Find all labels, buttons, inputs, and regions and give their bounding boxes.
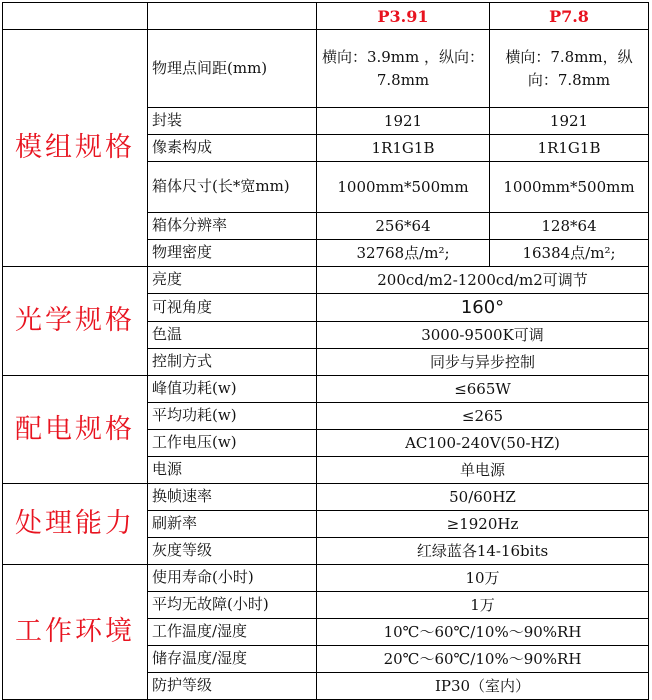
spec-value: 同步与异步控制 (317, 349, 649, 376)
header-row (3, 3, 649, 30)
spec-label: 使用寿命(小时) (148, 565, 317, 592)
section-title-processing: 处理能力 (3, 484, 148, 565)
spec-value-p78: 横向：7.8mm，纵向：7.8mm (490, 30, 649, 108)
spec-label: 像素构成 (148, 135, 317, 162)
table-row (3, 565, 649, 592)
header-blank-cell (3, 3, 148, 30)
spec-value: 单电源 (317, 457, 649, 484)
spec-value-p391: 256*64 (317, 213, 490, 240)
header-label-cell (148, 3, 317, 30)
spec-value-p391: 横向：3.9mm ，纵向：7.8mm (317, 30, 490, 108)
table-row (3, 484, 649, 511)
spec-label: 平均功耗(w) (148, 403, 317, 430)
spec-value: IP30（室内） (317, 673, 649, 700)
spec-label: 储存温度/湿度 (148, 646, 317, 673)
spec-value-p78: 1921 (490, 108, 649, 135)
spec-label: 物理点间距(mm) (148, 30, 317, 108)
spec-value-p78: 1000mm*500mm (490, 162, 649, 213)
spec-label: 峰值功耗(w) (148, 376, 317, 403)
spec-value-p391: 1R1G1B (317, 135, 490, 162)
spec-label: 物理密度 (148, 240, 317, 267)
section-title-environment: 工作环境 (3, 565, 148, 700)
spec-label: 封装 (148, 108, 317, 135)
spec-value: 10万 (317, 565, 649, 592)
spec-label: 色温 (148, 322, 317, 349)
table-row (3, 376, 649, 403)
spec-value: 红绿蓝各14-16bits (317, 538, 649, 565)
spec-value: 160° (317, 294, 649, 322)
spec-label: 平均无故障(小时) (148, 592, 317, 619)
spec-value-p78: 1R1G1B (490, 135, 649, 162)
spec-label: 可视角度 (148, 294, 317, 322)
section-title-optical: 光学规格 (3, 267, 148, 376)
spec-label: 控制方式 (148, 349, 317, 376)
spec-label: 换帧速率 (148, 484, 317, 511)
spec-value-p391: 1000mm*500mm (317, 162, 490, 213)
spec-value: ≥1920Hz (317, 511, 649, 538)
spec-value-p78: 16384点/m²; (490, 240, 649, 267)
spec-label: 电源 (148, 457, 317, 484)
spec-value: AC100-240V(50-HZ) (317, 430, 649, 457)
spec-label: 工作温度/湿度 (148, 619, 317, 646)
spec-label: 箱体尺寸(长*宽mm) (148, 162, 317, 213)
spec-table (2, 2, 649, 700)
spec-value: 20℃～60℃/10%～90%RH (317, 646, 649, 673)
table-row (3, 30, 649, 108)
spec-value-p391: 1921 (317, 108, 490, 135)
model-p391-header: P3.91 (317, 3, 490, 30)
spec-label: 工作电压(w) (148, 430, 317, 457)
spec-label: 亮度 (148, 267, 317, 294)
spec-value: 1万 (317, 592, 649, 619)
spec-value: 3000-9500K可调 (317, 322, 649, 349)
table-row (3, 267, 649, 294)
spec-label: 防护等级 (148, 673, 317, 700)
spec-value: 200cd/m2-1200cd/m2可调节 (317, 267, 649, 294)
section-title-power: 配电规格 (3, 376, 148, 484)
spec-value: ≤265 (317, 403, 649, 430)
spec-value-p391: 32768点/m²; (317, 240, 490, 267)
spec-value: 50/60HZ (317, 484, 649, 511)
spec-value: ≤665W (317, 376, 649, 403)
spec-value: 10℃～60℃/10%～90%RH (317, 619, 649, 646)
section-title-module: 模组规格 (3, 30, 148, 267)
spec-label: 箱体分辨率 (148, 213, 317, 240)
spec-label: 刷新率 (148, 511, 317, 538)
spec-value-p78: 128*64 (490, 213, 649, 240)
model-p78-header: P7.8 (490, 3, 649, 30)
spec-label: 灰度等级 (148, 538, 317, 565)
